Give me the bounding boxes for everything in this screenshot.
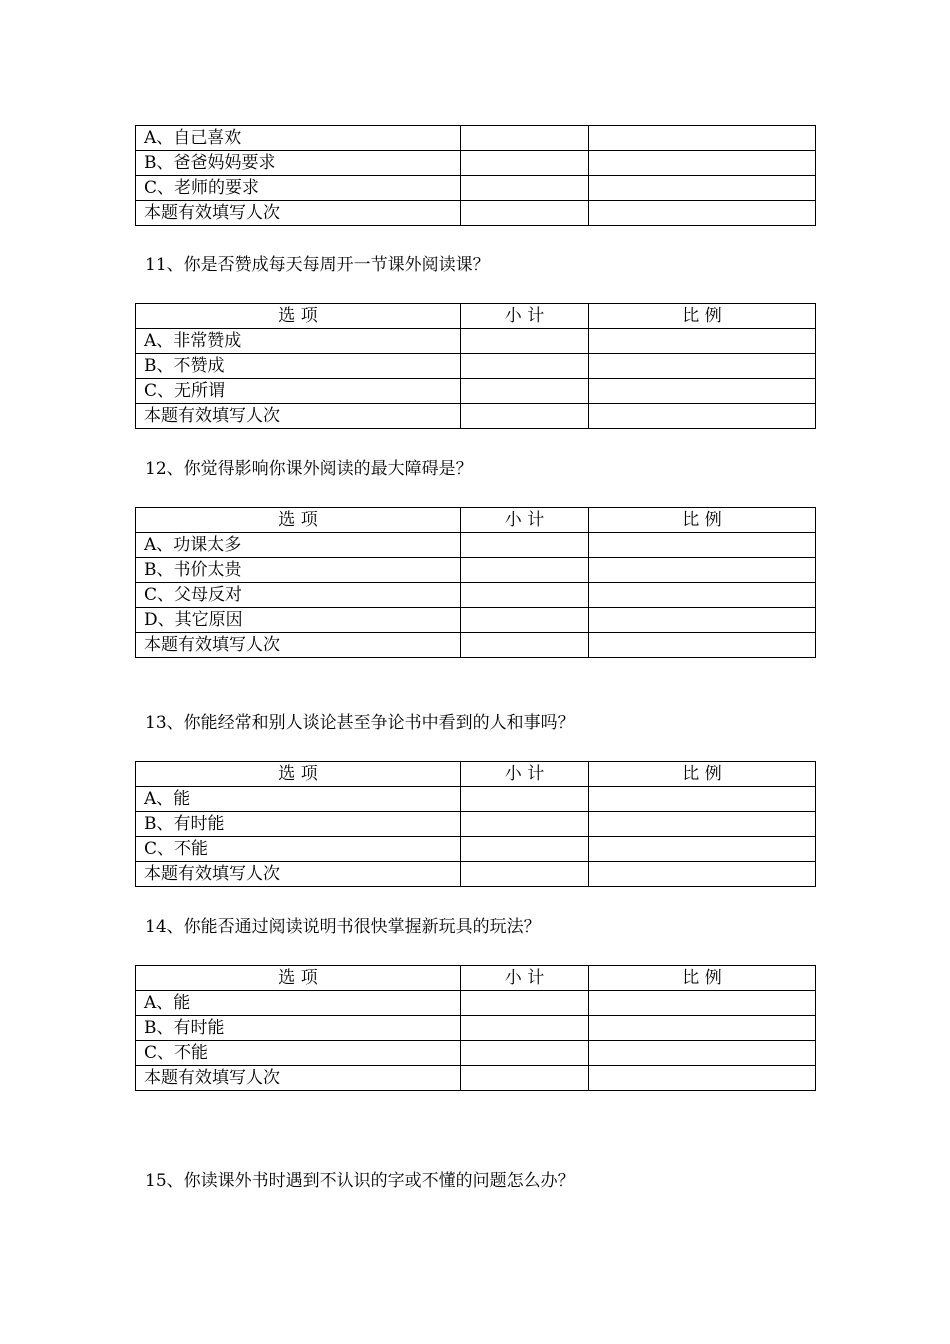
table-row [136, 608, 816, 633]
option-cell: A、能 [136, 991, 461, 1016]
ratio-cell [589, 1016, 816, 1041]
count-cell [461, 608, 589, 633]
count-cell [461, 1041, 589, 1066]
ratio-cell [589, 151, 816, 176]
ratio-cell [589, 608, 816, 633]
table-row [136, 1041, 816, 1066]
option-cell: B、不赞成 [136, 354, 461, 379]
option-cell: B、书价太贵 [136, 558, 461, 583]
ratio-cell [589, 633, 816, 658]
count-cell [461, 354, 589, 379]
ratio-cell [589, 329, 816, 354]
option-cell: D、其它原因 [136, 608, 461, 633]
option-cell: A、自己喜欢 [136, 126, 461, 151]
question-13: 13、你能经常和别人谈论甚至争论书中看到的人和事吗？ [145, 713, 575, 733]
count-cell [461, 176, 589, 201]
table-header-row [136, 966, 816, 991]
table-row [136, 633, 816, 658]
table-row [136, 329, 816, 354]
count-cell [461, 1066, 589, 1091]
ratio-cell [589, 837, 816, 862]
header-ratio: 比 例 [589, 508, 816, 533]
question-15: 15、你读课外书时遇到不认识的字或不懂的问题怎么办？ [145, 1171, 575, 1191]
header-option: 选 项 [136, 304, 461, 329]
ratio-cell [589, 583, 816, 608]
table-header-row [136, 304, 816, 329]
table-row [136, 558, 816, 583]
option-cell: 本题有效填写人次 [136, 1066, 461, 1091]
count-cell [461, 812, 589, 837]
q10-results-table [135, 125, 816, 226]
header-count: 小 计 [461, 304, 589, 329]
question-12: 12、你觉得影响你课外阅读的最大障碍是？ [145, 459, 473, 479]
option-cell: C、父母反对 [136, 583, 461, 608]
option-cell: 本题有效填写人次 [136, 633, 461, 658]
count-cell [461, 379, 589, 404]
table-header-row [136, 762, 816, 787]
table-row [136, 201, 816, 226]
option-cell: A、非常赞成 [136, 329, 461, 354]
header-option: 选 项 [136, 762, 461, 787]
count-cell [461, 404, 589, 429]
header-count: 小 计 [461, 762, 589, 787]
ratio-cell [589, 379, 816, 404]
table-row [136, 151, 816, 176]
table-row [136, 126, 816, 151]
table-row [136, 1066, 816, 1091]
count-cell [461, 1016, 589, 1041]
ratio-cell [589, 558, 816, 583]
header-count: 小 计 [461, 508, 589, 533]
ratio-cell [589, 787, 816, 812]
q11-results-table [135, 303, 816, 429]
ratio-cell [589, 862, 816, 887]
ratio-cell [589, 533, 816, 558]
ratio-cell [589, 991, 816, 1016]
ratio-cell [589, 126, 816, 151]
question-11: 11、你是否赞成每天每周开一节课外阅读课？ [145, 255, 490, 275]
ratio-cell [589, 1066, 816, 1091]
option-cell: B、有时能 [136, 812, 461, 837]
ratio-cell [589, 812, 816, 837]
count-cell [461, 533, 589, 558]
option-cell: 本题有效填写人次 [136, 201, 461, 226]
table-row [136, 354, 816, 379]
header-ratio: 比 例 [589, 304, 816, 329]
header-option: 选 项 [136, 966, 461, 991]
table-row [136, 583, 816, 608]
count-cell [461, 787, 589, 812]
table-row [136, 1016, 816, 1041]
count-cell [461, 329, 589, 354]
table-row [136, 379, 816, 404]
option-cell: A、能 [136, 787, 461, 812]
q14-results-table [135, 965, 816, 1091]
question-14: 14、你能否通过阅读说明书很快掌握新玩具的玩法？ [145, 917, 541, 937]
table-row [136, 533, 816, 558]
option-cell: C、不能 [136, 1041, 461, 1066]
option-cell: 本题有效填写人次 [136, 862, 461, 887]
count-cell [461, 633, 589, 658]
table-row [136, 991, 816, 1016]
table-row [136, 862, 816, 887]
ratio-cell [589, 354, 816, 379]
option-cell: 本题有效填写人次 [136, 404, 461, 429]
header-ratio: 比 例 [589, 966, 816, 991]
option-cell: B、有时能 [136, 1016, 461, 1041]
option-cell: A、功课太多 [136, 533, 461, 558]
count-cell [461, 583, 589, 608]
table-row [136, 787, 816, 812]
header-count: 小 计 [461, 966, 589, 991]
table-row [136, 404, 816, 429]
count-cell [461, 862, 589, 887]
option-cell: C、老师的要求 [136, 176, 461, 201]
option-cell: C、不能 [136, 837, 461, 862]
count-cell [461, 126, 589, 151]
q13-results-table [135, 761, 816, 887]
table-header-row [136, 508, 816, 533]
q12-results-table [135, 507, 816, 658]
option-cell: C、无所谓 [136, 379, 461, 404]
header-ratio: 比 例 [589, 762, 816, 787]
count-cell [461, 151, 589, 176]
ratio-cell [589, 404, 816, 429]
count-cell [461, 558, 589, 583]
table-row [136, 837, 816, 862]
table-row [136, 176, 816, 201]
ratio-cell [589, 176, 816, 201]
header-option: 选 项 [136, 508, 461, 533]
table-row [136, 812, 816, 837]
count-cell [461, 837, 589, 862]
count-cell [461, 201, 589, 226]
option-cell: B、爸爸妈妈要求 [136, 151, 461, 176]
count-cell [461, 991, 589, 1016]
ratio-cell [589, 1041, 816, 1066]
ratio-cell [589, 201, 816, 226]
